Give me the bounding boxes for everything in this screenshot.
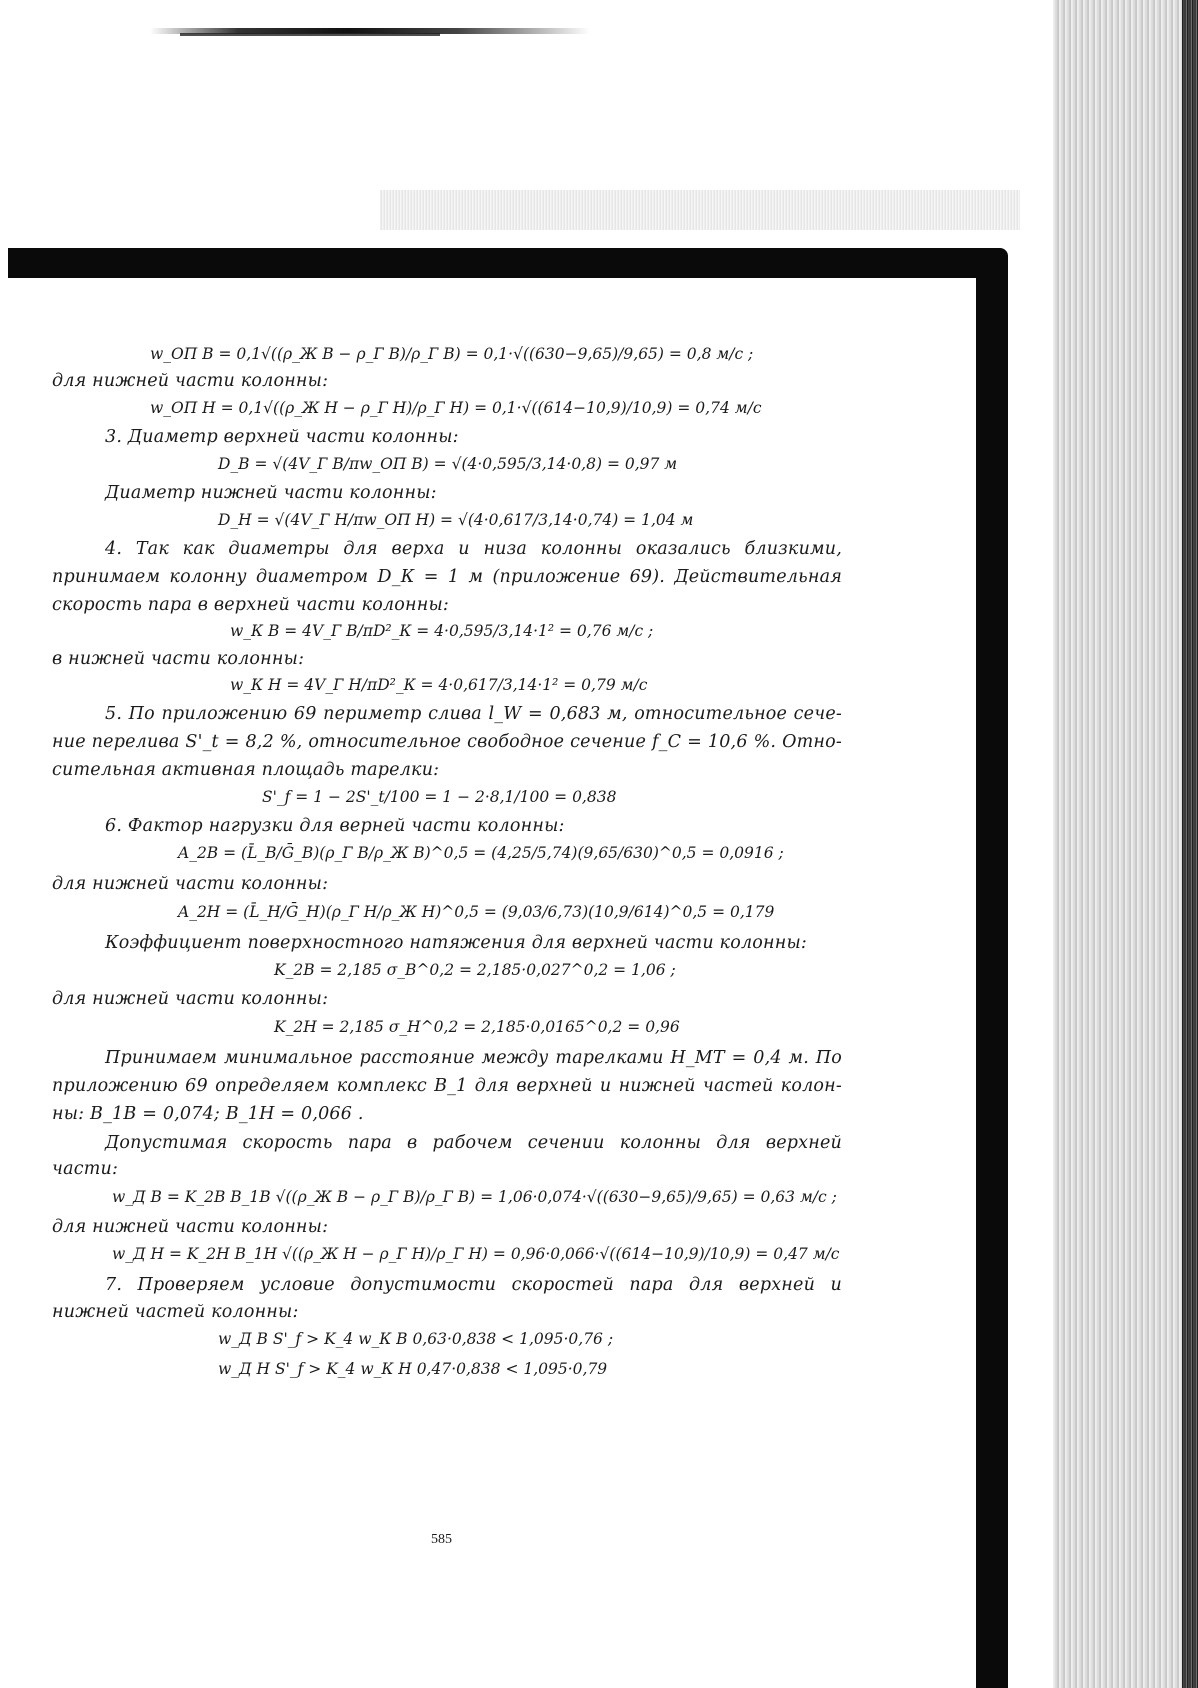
text-line: 5. По приложению 69 периметр слива l_W = 0,683 м, относительное сече- [105,704,842,724]
text-line: ны: B_1В = 0,074; B_1Н = 0,066 . [52,1104,364,1124]
text-line: Диаметр нижней части колонны: [105,483,437,503]
page-number: 585 [431,1532,452,1547]
formula-w-op-upper: w_ОП В = 0,1√((ρ_Ж В − ρ_Г В)/ρ_Г В) = 0,1·√((630−9,65)/9,65) = 0,8 м/с ; [150,345,754,363]
formula-k2-lower: K_2Н = 2,185 σ_Н^0,2 = 2,185·0,0165^0,2 = 0,96 [274,1018,680,1036]
formula-k2-upper: K_2В = 2,185 σ_В^0,2 = 2,185·0,027^0,2 = 1,06 ; [274,961,676,979]
formula-w-op-lower: w_ОП Н = 0,1√((ρ_Ж Н − ρ_Г Н)/ρ_Г Н) = 0,1·√((614−10,9)/10,9) = 0,74 м/с [150,399,762,417]
text-line: принимаем колонну диаметром D_К = 1 м (приложение 69). Действительная [52,567,842,587]
scan-noise [380,190,1020,230]
text-line: для нижней части колонны: [52,371,329,391]
formula-w-d-upper: w_Д В = K_2В B_1В √((ρ_Ж В − ρ_Г В)/ρ_Г В) = 1,06·0,074·√((630−9,65)/9,65) = 0,63 м/с ; [112,1188,837,1206]
formula-a2-lower: A_2Н = (L̄_Н/Ḡ_Н)(ρ_Г Н/ρ_Ж Н)^0,5 = (9,03/6,73)(10,9/614)^0,5 = 0,179 [178,903,775,921]
formula-check-lower: w_Д Н S'_f > K_4 w_К Н 0,47·0,838 < 1,095·0,79 [218,1360,608,1378]
text-line: для нижней части колонны: [52,1217,329,1237]
text-line: 7. Проверяем условие допустимости скоростей пара для верхней и [105,1275,842,1295]
text-line: части: [52,1159,119,1179]
text-line: нижней частей колонны: [52,1302,299,1322]
text-line: для нижней части колонны: [52,989,329,1009]
text-line: Принимаем минимальное расстояние между тарелками H_МТ = 0,4 м. По [105,1048,842,1068]
text-line: ние перелива S'_t = 8,2 %, относительное свободное сечение f_С = 10,6 %. Отно- [52,732,842,752]
text-line: 3. Диаметр верхней части колонны: [105,427,459,447]
text-line: скорость пара в верхней части колонны: [52,595,450,615]
text-line: 6. Фактор нагрузки для верней части колонны: [105,816,565,836]
formula-s-f: S'_f = 1 − 2S'_t/100 = 1 − 2·8,1/100 = 0,838 [262,788,617,806]
formula-w-k-upper: w_К В = 4V_Г В/πD²_К = 4·0,595/3,14·1² = 0,76 м/с ; [230,622,654,640]
text-line: приложению 69 определяем комплекс B_1 для верхней и нижней частей колон- [52,1076,842,1096]
text-line: в нижней части колонны: [52,649,305,669]
formula-w-k-lower: w_К Н = 4V_Г Н/πD²_К = 4·0,617/3,14·1² = 0,79 м/с [230,676,648,694]
scan-streak-2 [180,33,440,36]
formula-check-upper: w_Д В S'_f > K_4 w_К В 0,63·0,838 < 1,095·0,76 ; [218,1330,614,1348]
book-binding-shadow [1053,0,1198,1688]
book-binding-edge [1182,0,1198,1688]
text-line: Коэффициент поверхностного натяжения для верхней части колонны: [105,933,808,953]
formula-d-upper: D_В = √(4V_Г В/πw_ОП В) = √(4·0,595/3,14·0,8) = 0,97 м [218,455,678,473]
page-frame-top [8,248,1008,278]
text-line: для нижней части колонны: [52,874,329,894]
text-line: сительная активная площадь тарелки: [52,760,440,780]
text-line: 4. Так как диаметры для верха и низа колонны оказались близкими, [105,539,842,559]
formula-d-lower: D_Н = √(4V_Г Н/πw_ОП Н) = √(4·0,617/3,14·0,74) = 1,04 м [218,511,694,529]
page-frame-right [976,262,1008,1688]
formula-a2-upper: A_2В = (L̄_В/Ḡ_В)(ρ_Г В/ρ_Ж В)^0,5 = (4,25/5,74)(9,65/630)^0,5 = 0,0916 ; [178,844,784,862]
formula-w-d-lower: w_Д Н = K_2Н B_1Н √((ρ_Ж Н − ρ_Г Н)/ρ_Г Н) = 0,96·0,066·√((614−10,9)/10,9) = 0,47 м/с [112,1245,840,1263]
text-line: Допустимая скорость пара в рабочем сечении колонны для верхней [105,1133,842,1153]
